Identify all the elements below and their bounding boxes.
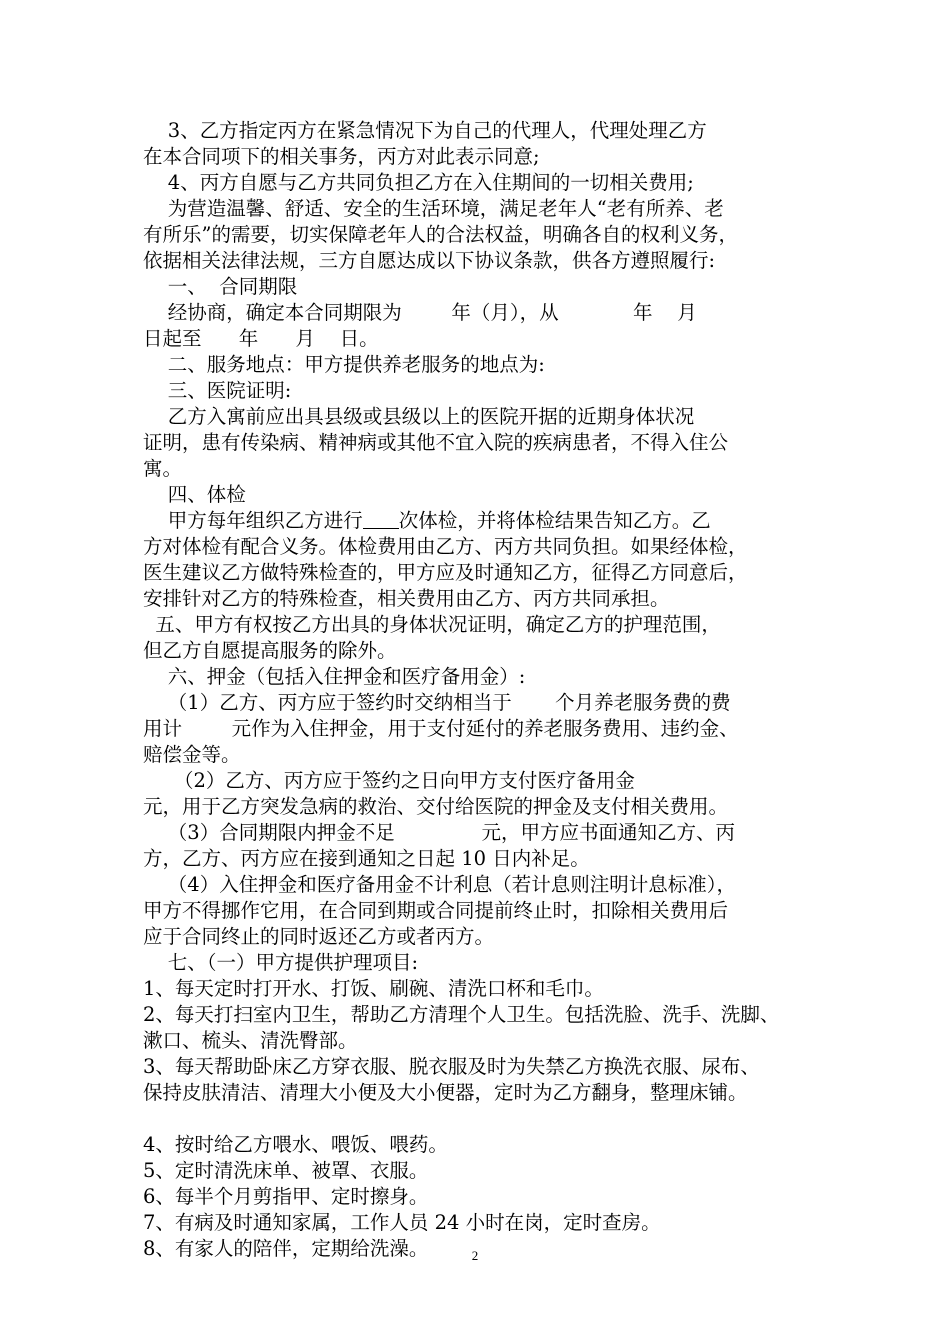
text-line: 2、每天打扫室内卫生，帮助乙方清理个人卫生。包括洗脸、洗手、洗脚、 xyxy=(143,1003,780,1026)
text-line: 在本合同项下的相关事务，丙方对此表示同意; xyxy=(143,145,540,168)
text-line: 4、丙方自愿与乙方共同负担乙方在入住期间的一切相关费用; xyxy=(143,171,694,194)
text-line: 一、 合同期限 xyxy=(143,275,298,298)
text-line: 7、有病及时通知家属，工作人员 24 小时在岗，定时查房。 xyxy=(143,1211,661,1234)
text-line: 七、（一）甲方提供护理项目: xyxy=(143,951,419,974)
text-line: 1、每天定时打开水、打饭、刷碗、清洗口杯和毛巾。 xyxy=(143,977,604,1000)
text-line: 六、押金（包括入住押金和医疗备用金）: xyxy=(143,665,526,688)
text-line: 应于合同终止的同时返还乙方或者丙方。 xyxy=(143,925,495,948)
text-line: 甲方不得挪作它用，在合同到期或合同提前终止时，扣除相关费用后 xyxy=(143,899,729,922)
text-line: 四、体检 xyxy=(143,483,246,506)
text-segment: 甲方每年组织乙方进行 xyxy=(143,509,363,532)
text-line: 4、按时给乙方喂水、喂饭、喂药。 xyxy=(143,1133,448,1156)
text-line: 方对体检有配合义务。体检费用由乙方、丙方共同负担。如果经体检， xyxy=(143,535,748,558)
text-line: 有所乐”的需要，切实保障老年人的合法权益，明确各自的权利义务， xyxy=(143,223,738,246)
text-line: 漱口、梳头、清洗臀部。 xyxy=(143,1029,358,1052)
text-line: （1）乙方、丙方应于签约时交纳相当于 个月养老服务费的费 xyxy=(143,691,731,714)
text-line: 5、定时清洗床单、被罩、衣服。 xyxy=(143,1159,429,1182)
text-line: 8、有家人的陪伴，定期给洗澡。 xyxy=(143,1237,429,1260)
text-line: 3、乙方指定丙方在紧急情况下为自己的代理人，代理处理乙方 xyxy=(143,119,707,142)
text-line: 但乙方自愿提高服务的除外。 xyxy=(143,639,397,662)
text-line: 6、每半个月剪指甲、定时擦身。 xyxy=(143,1185,429,1208)
fill-in-blank xyxy=(363,509,399,529)
text-line: （4）入住押金和医疗备用金不计利息（若计息则注明计息标准）， xyxy=(143,873,736,896)
text-line: 寓。 xyxy=(143,457,183,480)
text-line: 五、甲方有权按乙方出具的身体状况证明，确定乙方的护理范围， xyxy=(143,613,721,636)
text-line: 证明，患有传染病、精神病或其他不宜入院的疾病患者，不得入住公 xyxy=(143,431,729,454)
page-number: 2 xyxy=(471,1248,479,1263)
text-line: 乙方入寓前应出具县级或县级以上的医院开据的近期身体状况 xyxy=(143,405,695,428)
text-line: 方，乙方、丙方应在接到通知之日起 10 日内补足。 xyxy=(143,847,590,870)
text-line: 经协商，确定本合同期限为 年（月），从 年 月 xyxy=(143,301,697,324)
text-line: 依据相关法律法规，三方自愿达成以下协议条款，供各方遵照履行: xyxy=(143,249,716,272)
text-line xyxy=(143,508,823,534)
blank-line xyxy=(143,1106,823,1132)
text-line: 日起至 年 月 日。 xyxy=(143,327,379,350)
document-body xyxy=(143,118,823,1262)
text-line: 三、医院证明: xyxy=(143,379,292,402)
text-line: 元，用于乙方突发急病的救治、交付给医院的押金及支付相关费用。 xyxy=(143,795,729,818)
text-line: 3、每天帮助卧床乙方穿衣服、脱衣服及时为失禁乙方换洗衣服、尿布、 xyxy=(143,1055,760,1078)
text-line: 医生建议乙方做特殊检查的，甲方应及时通知乙方，征得乙方同意后， xyxy=(143,561,748,584)
text-line: （3）合同期限内押金不足 元，甲方应书面通知乙方、丙 xyxy=(143,821,735,844)
text-line: 二、服务地点：甲方提供养老服务的地点为: xyxy=(143,353,545,376)
text-line: 保持皮肤清洁、清理大小便及大小便器，定时为乙方翻身，整理床铺。 xyxy=(143,1081,748,1104)
text-line: 用计 元作为入住押金，用于支付延付的养老服务费用、违约金、 xyxy=(143,717,739,740)
text-segment: 次体检，并将体检结果告知乙方。乙 xyxy=(398,509,711,532)
text-line: （2）乙方、丙方应于签约之日向甲方支付医疗备用金 xyxy=(143,769,635,792)
text-line: 安排针对乙方的特殊检查，相关费用由乙方、丙方共同承担。 xyxy=(143,587,670,610)
text-line: 为营造温馨、舒适、安全的生活环境，满足老年人“老有所养、老 xyxy=(143,197,724,220)
text-line: 赔偿金等。 xyxy=(143,743,241,766)
